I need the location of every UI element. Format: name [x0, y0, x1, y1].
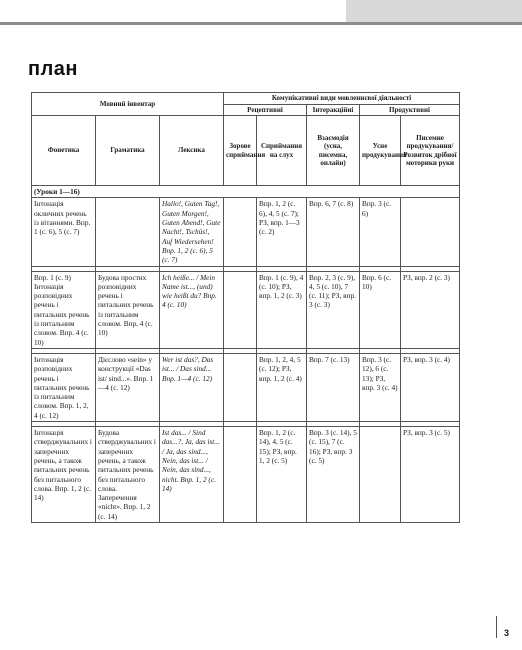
cell-listening: Впр. 1, 2 (с. 14), 4, 5 (с. 15); РЗ, впр. 1, 2 (с. 5) [257, 427, 307, 523]
cell-lexis: Hallo!, Guten Tag!, Guten Morgen!, Guten Abend!, Gute Nacht!, Tschüs!, Auf Wiedersehen! Впр. 1, 2 (с. 6), 5 (с. 7) [160, 198, 224, 266]
cell-interaction: Впр. 6, 7 (с. 8) [307, 198, 360, 266]
table-row [32, 427, 460, 523]
cell-written: РЗ, впр. 3 (с. 4) [401, 353, 460, 421]
cell-lexis: Ist das... / Sind das...?, Ja, das ist... / Ja, das sind..., Nein, das ist... / Nein, das sind..., nicht. Впр. 1, 2 (с. 14) [160, 427, 224, 523]
cell-grammar [96, 198, 160, 266]
cell-listening: Впр. 1, 2 (с. 6), 4, 5 (с. 7); РЗ, впр. 1—3 (с. 2) [257, 198, 307, 266]
header-grey-block [346, 0, 522, 22]
page-number: 3 [504, 628, 510, 638]
header-language-inventory: Мовний інвентар [32, 93, 224, 116]
cell-interaction: Впр. 7 (с. 13) [307, 353, 360, 421]
header-listening: Сприймання на слух [257, 116, 307, 186]
cell-phonetics: Впр. 1 (с. 9) Інтонація розповідних речень і питальних речень із питальним словом. Впр. 4 (с. 10) [32, 271, 96, 348]
header-lexis: Лексика [160, 116, 224, 186]
cell-listening: Впр. 1 (с. 9), 4 (с. 10); РЗ, впр. 1, 2 (с. 3) [257, 271, 307, 348]
plan-table [31, 92, 460, 523]
cell-listening: Впр. 1, 2, 4, 5 (с. 12); РЗ, впр. 1, 2 (с. 4) [257, 353, 307, 421]
cell-interaction: Впр. 2, 3 (с. 9), 4, 5 (с. 10), 7 (с. 11); РЗ, впр. 3 (с. 3) [307, 271, 360, 348]
cell-written [401, 198, 460, 266]
cell-interaction: Впр. 3 (с. 14), 5 (с. 15), 7 (с. 16); РЗ, впр. 3 (с. 5) [307, 427, 360, 523]
cell-phonetics: Інтонація окличних речень із вітаннями. Впр. 1 (с. 6), 5 (с. 7) [32, 198, 96, 266]
cell-grammar: Будова простих розповідних речень і питальних речень із питальним словом. Впр. 4 (с. 10) [96, 271, 160, 348]
header-rule [0, 22, 522, 25]
header-visual: Зорове сприймання [224, 116, 257, 186]
header-activities: Комунікативні види мовленнєвої діяльності [224, 93, 460, 105]
page-title: план [28, 58, 78, 80]
cell-grammar: Будова стверджувальних і заперечних речень, а також питальних речень без питального слова. Заперечення «nicht». Впр. 1, 2 (с. 14) [96, 427, 160, 523]
page-header-band [0, 0, 522, 22]
cell-oral: Впр. 6 (с. 10) [360, 271, 401, 348]
cell-visual [224, 271, 257, 348]
cell-oral: Впр. 3 (с. 6) [360, 198, 401, 266]
cell-visual [224, 427, 257, 523]
cell-phonetics: Інтонація стверджувальних і заперечних речень, а також питальних речень без питального слова. Впр. 1, 2 (с. 14) [32, 427, 96, 523]
header-interaction: Взаємодія (усна, писемна, онлайн) [307, 116, 360, 186]
cell-lexis: Ich heiße... / Mein Name ist..., (und) wie heißt du? Впр. 4 (с. 10) [160, 271, 224, 348]
cell-phonetics: Інтонація розповідних речень і питальних речень із питальним словом. Впр. 1, 2, 4 (с. 12) [32, 353, 96, 421]
header-phonetics: Фонетика [32, 116, 96, 186]
table-row [32, 271, 460, 348]
cell-oral: Впр. 3 (с. 12), 6 (с. 13); РЗ, впр. 3 (с. 4) [360, 353, 401, 421]
lesson-range-label: (Уроки 1—16) [32, 186, 460, 198]
cell-written: РЗ, впр. 2 (с. 3) [401, 271, 460, 348]
cell-lexis: Wer ist das?, Das ist... / Das sind... Впр. 1—4 (с. 12) [160, 353, 224, 421]
header-grammar: Граматика [96, 116, 160, 186]
cell-grammar: Дієслово «sein» у конструкції «Das ist/ sind...». Впр. 1—4 (с. 12) [96, 353, 160, 421]
table-row [32, 198, 460, 266]
header-receptive: Рецептивні [224, 104, 307, 116]
header-oral-production: Усне продукування [360, 116, 401, 186]
header-productive: Продуктивні [360, 104, 460, 116]
cell-visual [224, 198, 257, 266]
table-row [32, 353, 460, 421]
header-interactive: Інтеракційні [307, 104, 360, 116]
cell-oral [360, 427, 401, 523]
cell-written: РЗ, впр. 3 (с. 5) [401, 427, 460, 523]
cell-visual [224, 353, 257, 421]
header-written-production: Писемне продукування/ Розвиток дрібної моторики руки [401, 116, 460, 186]
